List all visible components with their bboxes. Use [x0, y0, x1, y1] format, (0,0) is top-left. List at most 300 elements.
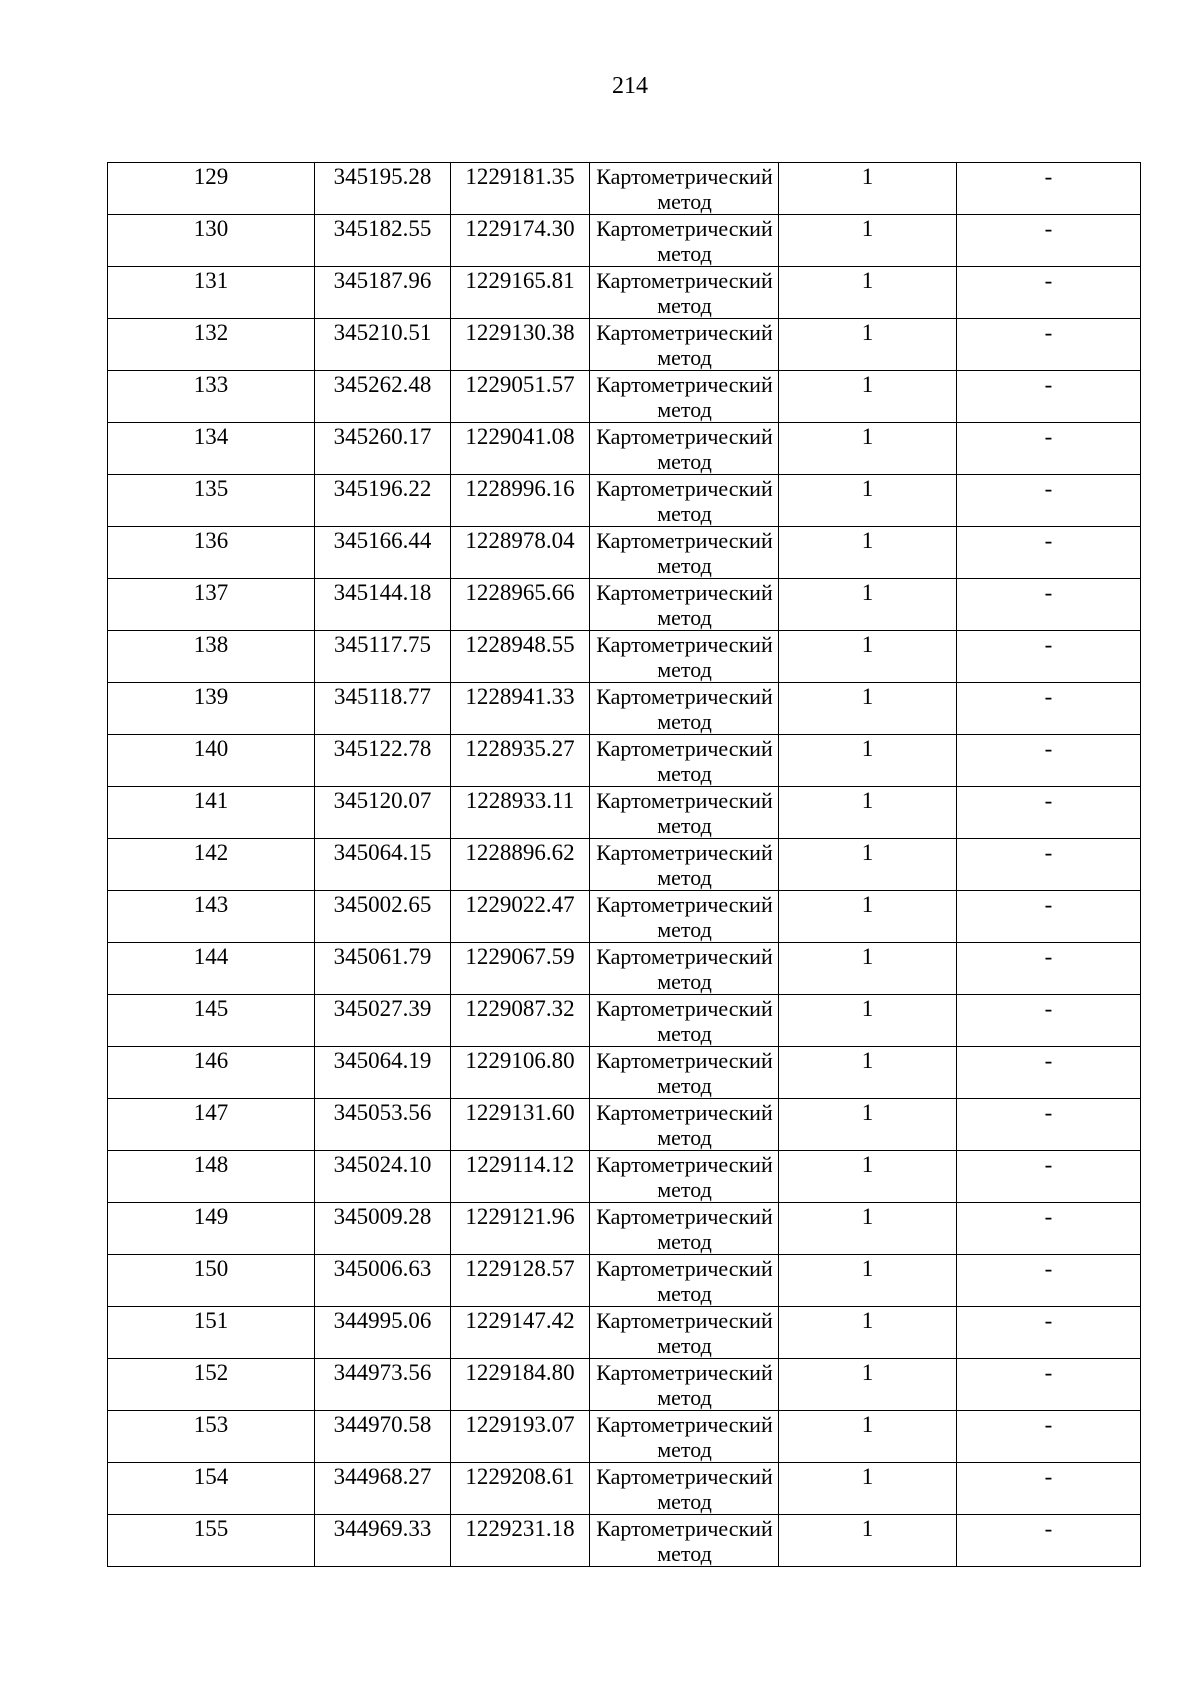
accuracy-value: 1	[861, 320, 874, 345]
y-coordinate: 1229067.59	[465, 944, 575, 969]
determination-method: Картометрический метод	[596, 944, 773, 994]
note-cell	[957, 1463, 1141, 1515]
note-value: -	[1044, 216, 1053, 241]
table-row	[108, 943, 1141, 995]
determination-method: Картометрический метод	[596, 1152, 773, 1202]
point-number-cell	[108, 1463, 315, 1515]
table-row	[108, 631, 1141, 683]
determination-method: Картометрический метод	[596, 1360, 773, 1410]
y-coordinate-cell	[451, 215, 590, 267]
x-coordinate: 345006.63	[333, 1256, 432, 1281]
accuracy-cell	[779, 1307, 957, 1359]
method-cell	[590, 1411, 779, 1463]
point-number: 147	[193, 1100, 229, 1125]
y-coordinate-cell	[451, 735, 590, 787]
accuracy-value: 1	[861, 1308, 874, 1333]
x-coordinate: 344995.06	[333, 1308, 432, 1333]
accuracy-cell	[779, 579, 957, 631]
note-value: -	[1044, 1256, 1053, 1281]
point-number-cell	[108, 995, 315, 1047]
accuracy-cell	[779, 943, 957, 995]
method-cell	[590, 423, 779, 475]
accuracy-value: 1	[861, 580, 874, 605]
point-number: 139	[193, 684, 229, 709]
accuracy-cell	[779, 319, 957, 371]
accuracy-cell	[779, 1255, 957, 1307]
table-row	[108, 683, 1141, 735]
note-cell	[957, 579, 1141, 631]
accuracy-cell	[779, 163, 957, 215]
method-cell	[590, 735, 779, 787]
y-coordinate: 1228933.11	[465, 788, 575, 813]
y-coordinate: 1229193.07	[465, 1412, 575, 1437]
x-coordinate: 345009.28	[333, 1204, 432, 1229]
table-row	[108, 1047, 1141, 1099]
table-row	[108, 1151, 1141, 1203]
x-coordinate: 345144.18	[333, 580, 432, 605]
point-number-cell	[108, 891, 315, 943]
table-row	[108, 1515, 1141, 1567]
determination-method: Картометрический метод	[596, 1516, 773, 1566]
table-row	[108, 371, 1141, 423]
note-cell	[957, 891, 1141, 943]
note-cell	[957, 1047, 1141, 1099]
x-coordinate-cell	[315, 1255, 451, 1307]
y-coordinate-cell	[451, 1463, 590, 1515]
method-cell	[590, 943, 779, 995]
y-coordinate-cell	[451, 1151, 590, 1203]
x-coordinate-cell	[315, 787, 451, 839]
note-cell	[957, 215, 1141, 267]
y-coordinate-cell	[451, 371, 590, 423]
point-number: 142	[193, 840, 229, 865]
note-value: -	[1044, 1412, 1053, 1437]
note-value: -	[1044, 1100, 1053, 1125]
accuracy-value: 1	[861, 528, 874, 553]
y-coordinate-cell	[451, 1203, 590, 1255]
point-number: 155	[193, 1516, 229, 1541]
y-coordinate-cell	[451, 943, 590, 995]
x-coordinate: 345053.56	[333, 1100, 432, 1125]
x-coordinate: 345182.55	[333, 216, 432, 241]
y-coordinate: 1228978.04	[465, 528, 575, 553]
determination-method: Картометрический метод	[596, 164, 773, 214]
x-coordinate-cell	[315, 735, 451, 787]
point-number-cell	[108, 1099, 315, 1151]
point-number-cell	[108, 631, 315, 683]
method-cell	[590, 1099, 779, 1151]
note-value: -	[1044, 996, 1053, 1021]
point-number: 136	[193, 528, 229, 553]
note-value: -	[1044, 580, 1053, 605]
x-coordinate-cell	[315, 527, 451, 579]
y-coordinate: 1228965.66	[465, 580, 575, 605]
accuracy-cell	[779, 787, 957, 839]
x-coordinate-cell	[315, 1515, 451, 1567]
point-number-cell	[108, 1151, 315, 1203]
method-cell	[590, 163, 779, 215]
accuracy-value: 1	[861, 788, 874, 813]
x-coordinate: 345187.96	[333, 268, 432, 293]
table-row	[108, 839, 1141, 891]
y-coordinate-cell	[451, 1359, 590, 1411]
method-cell	[590, 1151, 779, 1203]
note-cell	[957, 787, 1141, 839]
method-cell	[590, 215, 779, 267]
point-number-cell	[108, 319, 315, 371]
accuracy-value: 1	[861, 736, 874, 761]
note-cell	[957, 1359, 1141, 1411]
point-number: 129	[193, 164, 229, 189]
accuracy-value: 1	[861, 1048, 874, 1073]
x-coordinate: 344973.56	[333, 1360, 432, 1385]
accuracy-value: 1	[861, 840, 874, 865]
note-value: -	[1044, 788, 1053, 813]
determination-method: Картометрический метод	[596, 268, 773, 318]
determination-method: Картометрический метод	[596, 1100, 773, 1150]
accuracy-cell	[779, 423, 957, 475]
x-coordinate: 345196.22	[333, 476, 432, 501]
accuracy-value: 1	[861, 892, 874, 917]
accuracy-cell	[779, 527, 957, 579]
point-number: 130	[193, 216, 229, 241]
point-number: 149	[193, 1204, 229, 1229]
method-cell	[590, 891, 779, 943]
y-coordinate-cell	[451, 787, 590, 839]
x-coordinate-cell	[315, 1047, 451, 1099]
table-row	[108, 735, 1141, 787]
note-cell	[957, 735, 1141, 787]
table-row	[108, 423, 1141, 475]
y-coordinate: 1229130.38	[465, 320, 575, 345]
x-coordinate-cell	[315, 423, 451, 475]
accuracy-value: 1	[861, 1464, 874, 1489]
method-cell	[590, 267, 779, 319]
x-coordinate-cell	[315, 1411, 451, 1463]
determination-method: Картометрический метод	[596, 788, 773, 838]
x-coordinate: 345064.19	[333, 1048, 432, 1073]
point-number-cell	[108, 215, 315, 267]
accuracy-cell	[779, 1411, 957, 1463]
note-cell	[957, 1255, 1141, 1307]
y-coordinate-cell	[451, 683, 590, 735]
accuracy-value: 1	[861, 1100, 874, 1125]
note-value: -	[1044, 320, 1053, 345]
accuracy-cell	[779, 631, 957, 683]
point-number-cell	[108, 163, 315, 215]
point-number: 150	[193, 1256, 229, 1281]
note-cell	[957, 527, 1141, 579]
y-coordinate: 1229208.61	[465, 1464, 575, 1489]
point-number-cell	[108, 735, 315, 787]
x-coordinate-cell	[315, 267, 451, 319]
x-coordinate: 345166.44	[333, 528, 432, 553]
method-cell	[590, 1307, 779, 1359]
table-row	[108, 1099, 1141, 1151]
x-coordinate-cell	[315, 1099, 451, 1151]
point-number-cell	[108, 943, 315, 995]
determination-method: Картометрический метод	[596, 996, 773, 1046]
determination-method: Картометрический метод	[596, 372, 773, 422]
x-coordinate: 345210.51	[333, 320, 432, 345]
x-coordinate: 345024.10	[333, 1152, 432, 1177]
y-coordinate: 1228941.33	[465, 684, 575, 709]
y-coordinate: 1229131.60	[465, 1100, 575, 1125]
x-coordinate-cell	[315, 631, 451, 683]
note-value: -	[1044, 164, 1053, 189]
x-coordinate-cell	[315, 163, 451, 215]
accuracy-cell	[779, 1047, 957, 1099]
note-cell	[957, 267, 1141, 319]
note-cell	[957, 1099, 1141, 1151]
method-cell	[590, 475, 779, 527]
x-coordinate-cell	[315, 1359, 451, 1411]
accuracy-cell	[779, 371, 957, 423]
accuracy-cell	[779, 1515, 957, 1567]
y-coordinate: 1229121.96	[465, 1204, 575, 1229]
y-coordinate-cell	[451, 631, 590, 683]
x-coordinate-cell	[315, 475, 451, 527]
x-coordinate: 344970.58	[333, 1412, 432, 1437]
accuracy-value: 1	[861, 476, 874, 501]
x-coordinate-cell	[315, 1307, 451, 1359]
note-value: -	[1044, 944, 1053, 969]
point-number: 132	[193, 320, 229, 345]
point-number: 133	[193, 372, 229, 397]
table-row	[108, 527, 1141, 579]
note-cell	[957, 995, 1141, 1047]
point-number: 146	[193, 1048, 229, 1073]
point-number: 138	[193, 632, 229, 657]
table-row	[108, 995, 1141, 1047]
y-coordinate-cell	[451, 1411, 590, 1463]
x-coordinate-cell	[315, 371, 451, 423]
y-coordinate: 1229231.18	[465, 1516, 575, 1541]
x-coordinate-cell	[315, 683, 451, 735]
note-cell	[957, 1411, 1141, 1463]
accuracy-cell	[779, 1099, 957, 1151]
point-number: 148	[193, 1152, 229, 1177]
determination-method: Картометрический метод	[596, 892, 773, 942]
point-number-cell	[108, 1359, 315, 1411]
point-number: 154	[193, 1464, 229, 1489]
point-number-cell	[108, 527, 315, 579]
accuracy-cell	[779, 683, 957, 735]
table-row	[108, 1203, 1141, 1255]
table-row	[108, 1307, 1141, 1359]
x-coordinate: 345027.39	[333, 996, 432, 1021]
point-number-cell	[108, 1515, 315, 1567]
x-coordinate-cell	[315, 891, 451, 943]
point-number-cell	[108, 371, 315, 423]
point-number: 152	[193, 1360, 229, 1385]
y-coordinate: 1229128.57	[465, 1256, 575, 1281]
method-cell	[590, 319, 779, 371]
method-cell	[590, 995, 779, 1047]
note-cell	[957, 371, 1141, 423]
accuracy-value: 1	[861, 632, 874, 657]
x-coordinate-cell	[315, 1151, 451, 1203]
accuracy-value: 1	[861, 1256, 874, 1281]
x-coordinate: 345117.75	[334, 632, 431, 657]
point-number-cell	[108, 1047, 315, 1099]
x-coordinate: 345260.17	[333, 424, 432, 449]
point-number-cell	[108, 1307, 315, 1359]
table-row	[108, 215, 1141, 267]
note-value: -	[1044, 424, 1053, 449]
accuracy-cell	[779, 735, 957, 787]
y-coordinate: 1229022.47	[465, 892, 575, 917]
y-coordinate-cell	[451, 1307, 590, 1359]
note-value: -	[1044, 1204, 1053, 1229]
point-number: 144	[193, 944, 229, 969]
note-value: -	[1044, 684, 1053, 709]
determination-method: Картометрический метод	[596, 1204, 773, 1254]
determination-method: Картометрический метод	[596, 684, 773, 734]
y-coordinate: 1229147.42	[465, 1308, 575, 1333]
x-coordinate: 345061.79	[333, 944, 432, 969]
note-cell	[957, 319, 1141, 371]
determination-method: Картометрический метод	[596, 1048, 773, 1098]
y-coordinate-cell	[451, 1255, 590, 1307]
determination-method: Картометрический метод	[596, 216, 773, 266]
determination-method: Картометрический метод	[596, 528, 773, 578]
note-value: -	[1044, 892, 1053, 917]
accuracy-cell	[779, 267, 957, 319]
method-cell	[590, 787, 779, 839]
y-coordinate-cell	[451, 423, 590, 475]
y-coordinate-cell	[451, 579, 590, 631]
y-coordinate: 1229041.08	[465, 424, 575, 449]
table-row	[108, 1411, 1141, 1463]
point-number-cell	[108, 839, 315, 891]
accuracy-cell	[779, 891, 957, 943]
table-row	[108, 891, 1141, 943]
method-cell	[590, 1463, 779, 1515]
method-cell	[590, 839, 779, 891]
table-row	[108, 163, 1141, 215]
accuracy-cell	[779, 475, 957, 527]
point-number: 137	[193, 580, 229, 605]
note-value: -	[1044, 632, 1053, 657]
y-coordinate-cell	[451, 163, 590, 215]
note-value: -	[1044, 528, 1053, 553]
note-value: -	[1044, 1152, 1053, 1177]
point-number-cell	[108, 423, 315, 475]
method-cell	[590, 1359, 779, 1411]
accuracy-value: 1	[861, 996, 874, 1021]
accuracy-value: 1	[861, 164, 874, 189]
note-cell	[957, 631, 1141, 683]
point-number-cell	[108, 1411, 315, 1463]
x-coordinate: 344969.33	[333, 1516, 432, 1541]
note-value: -	[1044, 268, 1053, 293]
accuracy-value: 1	[861, 1412, 874, 1437]
note-value: -	[1044, 840, 1053, 865]
x-coordinate: 345118.77	[334, 684, 431, 709]
note-value: -	[1044, 1048, 1053, 1073]
method-cell	[590, 527, 779, 579]
y-coordinate: 1229181.35	[465, 164, 575, 189]
determination-method: Картометрический метод	[596, 320, 773, 370]
accuracy-value: 1	[861, 216, 874, 241]
point-number-cell	[108, 787, 315, 839]
point-number: 140	[193, 736, 229, 761]
determination-method: Картометрический метод	[596, 632, 773, 682]
x-coordinate-cell	[315, 1203, 451, 1255]
x-coordinate: 344968.27	[333, 1464, 432, 1489]
determination-method: Картометрический метод	[596, 1412, 773, 1462]
accuracy-value: 1	[861, 684, 874, 709]
note-cell	[957, 839, 1141, 891]
note-cell	[957, 1203, 1141, 1255]
method-cell	[590, 371, 779, 423]
y-coordinate-cell	[451, 995, 590, 1047]
accuracy-cell	[779, 1359, 957, 1411]
point-number: 134	[193, 424, 229, 449]
y-coordinate: 1228996.16	[465, 476, 575, 501]
accuracy-cell	[779, 1463, 957, 1515]
y-coordinate: 1228896.62	[465, 840, 575, 865]
note-cell	[957, 423, 1141, 475]
y-coordinate: 1229184.80	[465, 1360, 575, 1385]
determination-method: Картометрический метод	[596, 1256, 773, 1306]
accuracy-cell	[779, 1151, 957, 1203]
y-coordinate-cell	[451, 475, 590, 527]
accuracy-cell	[779, 1203, 957, 1255]
determination-method: Картометрический метод	[596, 476, 773, 526]
method-cell	[590, 1255, 779, 1307]
note-value: -	[1044, 1360, 1053, 1385]
table-row	[108, 1359, 1141, 1411]
y-coordinate-cell	[451, 891, 590, 943]
note-cell	[957, 943, 1141, 995]
x-coordinate-cell	[315, 839, 451, 891]
table-row	[108, 787, 1141, 839]
y-coordinate: 1229106.80	[465, 1048, 575, 1073]
method-cell	[590, 683, 779, 735]
x-coordinate-cell	[315, 1463, 451, 1515]
accuracy-value: 1	[861, 1516, 874, 1541]
point-number-cell	[108, 1255, 315, 1307]
method-cell	[590, 579, 779, 631]
note-value: -	[1044, 1308, 1053, 1333]
y-coordinate-cell	[451, 1099, 590, 1151]
y-coordinate-cell	[451, 1047, 590, 1099]
table-row	[108, 267, 1141, 319]
coordinates-table	[107, 162, 1141, 1567]
y-coordinate: 1228948.55	[465, 632, 575, 657]
accuracy-value: 1	[861, 1204, 874, 1229]
x-coordinate: 345195.28	[333, 164, 432, 189]
accuracy-cell	[779, 839, 957, 891]
accuracy-value: 1	[861, 1152, 874, 1177]
y-coordinate: 1228935.27	[465, 736, 575, 761]
x-coordinate: 345262.48	[333, 372, 432, 397]
table-row	[108, 579, 1141, 631]
determination-method: Картометрический метод	[596, 424, 773, 474]
y-coordinate: 1229051.57	[465, 372, 575, 397]
point-number: 135	[193, 476, 229, 501]
determination-method: Картометрический метод	[596, 840, 773, 890]
note-value: -	[1044, 1516, 1053, 1541]
point-number: 145	[193, 996, 229, 1021]
point-number-cell	[108, 579, 315, 631]
accuracy-value: 1	[861, 944, 874, 969]
point-number-cell	[108, 1203, 315, 1255]
point-number: 131	[193, 268, 229, 293]
x-coordinate: 345120.07	[333, 788, 432, 813]
